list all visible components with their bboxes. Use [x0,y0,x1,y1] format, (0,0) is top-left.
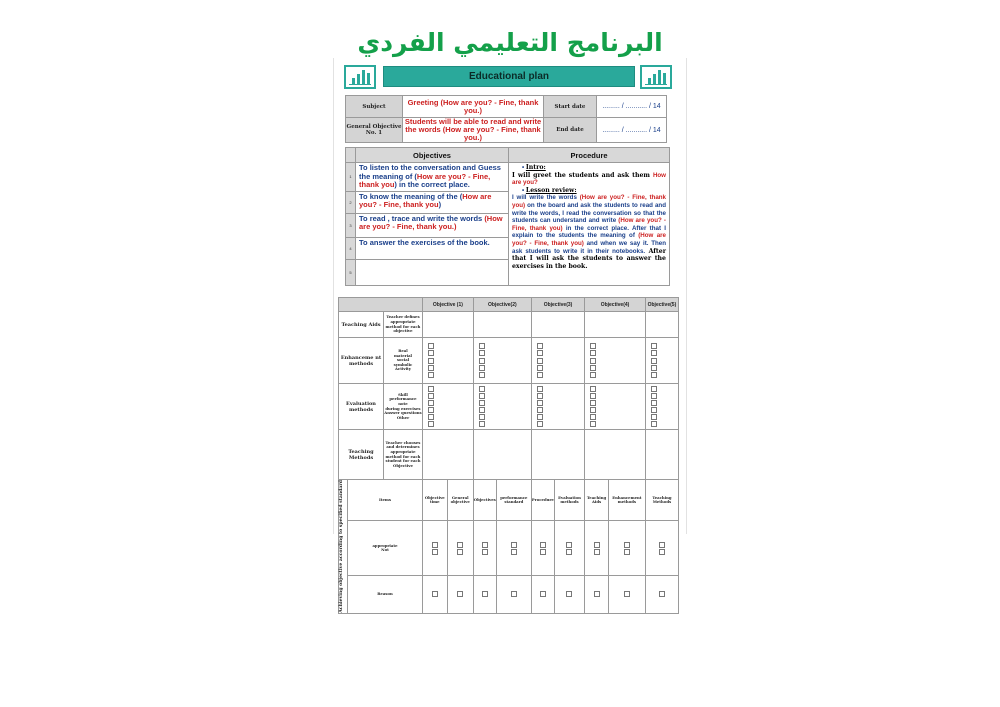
objective-item: To know the meaning of the (How are you? - Fine, thank you) [356,191,509,213]
row-number: 5 [346,259,356,285]
page-title: البرنامج التعليمي الفردي [357,28,663,57]
checkbox-cell[interactable] [531,576,554,614]
column-header: Teaching Methods [645,480,678,521]
info-table [345,95,667,143]
checkbox-pair[interactable] [608,521,645,576]
checkbox-pair[interactable] [554,521,584,576]
row-number: 3 [346,213,356,237]
row-number: 2 [346,191,356,213]
checkbox-cell[interactable] [554,576,584,614]
teaching-aids-sub: Teacher defines appropriate method for each objective [383,312,422,338]
subject-value: Greeting (How are you? - Fine, thank you.) [403,96,544,118]
evaluation-matrix [338,297,679,614]
bar-chart-icon [640,65,672,89]
column-header: Procedure [531,480,554,521]
checkbox-cell[interactable] [645,576,678,614]
objective-item: To answer the exercises of the book. [356,237,509,259]
column-header: Objective(5) [645,298,678,312]
checkbox-cell[interactable] [608,576,645,614]
checkbox-cell[interactable] [496,576,531,614]
checkbox-cell[interactable] [473,576,496,614]
column-header: Objective time [422,480,447,521]
appropriate-label: appropriate Not [348,521,423,576]
objective-item [356,259,509,285]
checkbox-pair[interactable] [447,521,473,576]
bar-chart-icon [344,65,376,89]
checkbox-group[interactable] [473,384,531,430]
items-label: Items [348,480,423,521]
plan-header: Educational plan [383,66,635,87]
column-header: General objective [447,480,473,521]
enhancement-options: Real material social symbolic Activity [383,338,422,384]
column-header: Objective(3) [531,298,584,312]
checkbox-group[interactable] [585,384,646,430]
general-objective-value: Students will be able to read and write the words (How are you? - Fine, thank you.) [403,118,544,143]
procedure-header: Procedure [509,148,670,163]
checkbox-group[interactable] [422,384,473,430]
checkbox-pair[interactable] [645,521,678,576]
end-date-value: ......... / ........... / 14 [597,118,667,143]
column-header: Objective(4) [585,298,646,312]
checkbox-group[interactable] [422,338,473,384]
enhancement-label: Enhanceme nt methods [339,338,384,384]
checkbox-pair[interactable] [422,521,447,576]
achieving-label-cell: Achieving objective according to specified standard [339,480,348,614]
end-date-label: End date [544,118,597,143]
column-header: Teaching Aids [585,480,609,521]
start-date-value: ......... / ........... / 14 [597,96,667,118]
checkbox-pair[interactable] [496,521,531,576]
checkbox-pair[interactable] [585,521,609,576]
procedure-text: • Intro: I will greet the students and ask them How are you? • Lesson review: I will write the words (How are you? - Fine, thank you) on the board and ask the students to read and write the words, I read the conversation so that the students can understand and write (How are you? - Fine, thank you) in the correct place. After that I explain to the students the meaning of (How are you? - Fine, thank you) and when we say it. Then ask students to write it in their notebooks. After that I will ask the students to answer the exercises in the book. [509,163,670,286]
general-objective-label: General Objective No. 1 [346,118,403,143]
teaching-methods-sub: Teacher chooses and determines appropriate method for each student for each Objective [383,430,422,480]
objectives-table [345,147,670,286]
objective-item: To read , trace and write the words (How are you? - Fine, thank you.) [356,213,509,237]
checkbox-group[interactable] [645,384,678,430]
reason-label: Reason [348,576,423,614]
checkbox-cell[interactable] [422,576,447,614]
evaluation-label: Evaluation methods [339,384,384,430]
checkbox-cell[interactable] [447,576,473,614]
column-header: Evaluation methods [554,480,584,521]
checkbox-pair[interactable] [531,521,554,576]
column-header: Enhancement methods [608,480,645,521]
teaching-aids-label: Teaching Aids [339,312,384,338]
evaluation-options: Skill performance note during exercises Answer questions Other [383,384,422,430]
checkbox-group[interactable] [531,338,584,384]
teaching-methods-label: Teaching Methods [339,430,384,480]
checkbox-group[interactable] [473,338,531,384]
checkbox-group[interactable] [645,338,678,384]
column-header: performance standard [496,480,531,521]
start-date-label: Start date [544,96,597,118]
objective-item: To listen to the conversation and Guess the meaning of (How are you? - Fine, thank you) in the correct place. [356,163,509,192]
checkbox-group[interactable] [585,338,646,384]
column-header: Objectives [473,480,496,521]
subject-label: Subject [346,96,403,118]
column-header: Objective (1) [422,298,473,312]
column-header: Objective(2) [473,298,531,312]
checkbox-cell[interactable] [585,576,609,614]
objectives-header: Objectives [356,148,509,163]
row-number: 4 [346,237,356,259]
row-number: 1 [346,163,356,192]
checkbox-pair[interactable] [473,521,496,576]
checkbox-group[interactable] [531,384,584,430]
